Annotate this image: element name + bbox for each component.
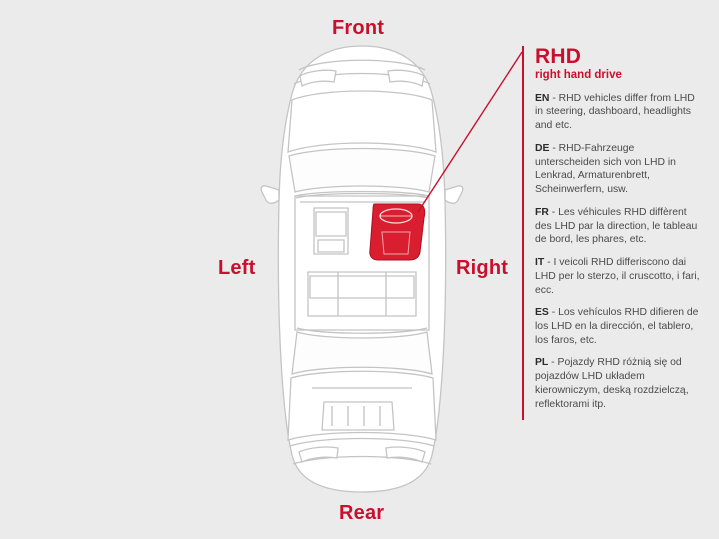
description-text: - I veicoli RHD differiscono dai LHD per lo sterzo, il cruscotto, i fari, ecc. bbox=[535, 257, 700, 296]
description-language-code: ES bbox=[535, 307, 549, 319]
description-item bbox=[535, 306, 702, 347]
description-item bbox=[535, 206, 702, 247]
description-language-code: EN bbox=[535, 92, 550, 104]
description-text: - RHD-Fahrzeuge unterscheiden sich von LHD in Lenkrad, Armaturenbrett, Scheinwerfern, usw. bbox=[535, 142, 676, 196]
page-subtitle: right hand drive bbox=[535, 69, 622, 82]
description-item bbox=[535, 356, 702, 411]
description-text: - RHD vehicles differ from LHD in steering, dashboard, headlights and etc. bbox=[535, 92, 695, 132]
description-language-code: FR bbox=[535, 206, 549, 218]
page-title: RHD bbox=[535, 45, 582, 68]
description-list bbox=[535, 92, 702, 412]
description-item bbox=[535, 256, 702, 297]
description-text: - Les véhicules RHD diffèrent des LHD par la direction, le tableau de bord, les phares, etc. bbox=[535, 206, 698, 246]
driver-seat-highlight bbox=[370, 204, 425, 260]
car-top-view-icon bbox=[252, 40, 472, 500]
info-panel bbox=[522, 46, 702, 420]
orientation-label-front: Front bbox=[332, 17, 385, 39]
description-language-code: DE bbox=[535, 142, 550, 154]
description-item bbox=[535, 92, 702, 133]
description-text: - Pojazdy RHD różnią się od pojazdów LHD układem kierowniczym, deską rozdzielczą, reflektorami itp. bbox=[535, 357, 689, 410]
description-text: - Los vehículos RHD difieren de los LHD en la dirección, el tablero, los faros, etc. bbox=[535, 307, 699, 346]
orientation-label-left: Left bbox=[218, 257, 256, 279]
description-language-code: PL bbox=[535, 357, 549, 369]
description-language-code: IT bbox=[535, 257, 545, 269]
orientation-label-right: Right bbox=[456, 257, 509, 279]
description-item bbox=[535, 142, 702, 197]
orientation-label-rear: Rear bbox=[339, 502, 385, 524]
